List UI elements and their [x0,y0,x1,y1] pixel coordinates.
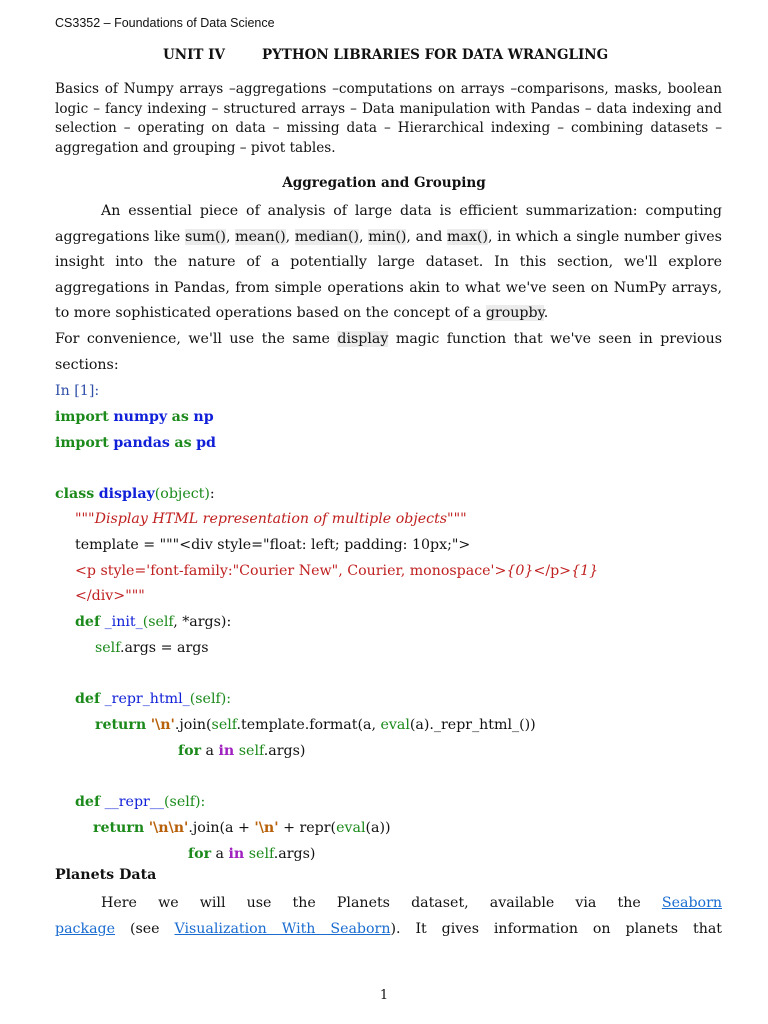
mean-function: mean() [235,228,286,245]
cell-prompt: In [1]: [55,383,100,399]
code-line-class: class display(object): [55,486,215,502]
unit-label: UNIT IV [163,47,225,63]
code-line-for-html: for a in self.args) [178,743,306,759]
unit-name: PYTHON LIBRARIES FOR DATA WRANGLING [262,47,609,63]
code-line-def-init: def _init_(self, *args): [75,614,232,630]
code-line-init-body: self.args = args [95,640,209,656]
page-number: 1 [379,988,389,1003]
code-line-import-numpy: import numpy as np [55,409,214,425]
min-function: min() [368,228,407,245]
section-heading: Aggregation and Grouping [282,175,486,191]
seaborn-link[interactable]: Seaborn [661,895,722,911]
median-function: median() [294,228,360,245]
code-line-docstring: """Display HTML representation of multiple objects""" [75,511,467,527]
visualization-with-seaborn-link[interactable]: Visualization With Seaborn [174,921,391,937]
code-line-def-repr: def __repr__(self): [75,794,206,810]
display-term: display [337,330,389,347]
code-line-import-pandas: import pandas as pd [55,435,216,451]
package-link[interactable]: package [55,921,116,937]
code-line-template: template = """<div style="float: left; padding: 10px;"> [75,537,471,553]
code-line-return-html: return '\n'.join(self.template.format(a, eval(a)._repr_html_()) [95,717,536,733]
code-line-template-p: <p style='font-family:"Courier New", Courier, monospace'>{0}</p>{1} [75,563,599,579]
course-header: CS3352 – Foundations of Data Science [55,16,275,30]
intro-paragraph: An essential piece of analysis of large data is efficient summarization: computing aggregations like sum(), mean(), median(), min(), and max(), in which a single number gives insight into the nature of a potentially large dataset. In this section, we'll explore aggregations in Pandas, from simple operations akin to what we've seen on NumPy arrays, to more sophisticated operations based on the concept of a groupby. [55,203,722,322]
code-line-return-repr: return '\n\n'.join(a + '\n' + repr(eval(a)) [93,820,391,836]
intro-text [55,199,722,378]
code-line-def-repr-html: def _repr_html_(self): [75,691,232,707]
syllabus-paragraph: Basics of Numpy arrays –aggregations –computations on arrays –comparisons, masks, boolean logic – fancy indexing – structured arrays – Data manipulation with Pandas – data indexing and selection – operating on data – missing data – Hierarchical indexing – combining datasets – aggregation and grouping – pivot tables. [55,81,722,156]
planets-paragraph-line2: package (see Visualization With Seaborn). It gives information on planets that [55,921,722,937]
code-line-for-repr: for a in self.args) [188,846,316,862]
code-line-template-end: </div>""" [75,588,145,604]
groupby-term: groupby [485,305,544,322]
max-function: max() [447,228,488,245]
planets-heading: Planets Data [55,867,157,883]
sum-function: sum() [185,228,226,245]
planets-paragraph-line1: Here we will use the Planets dataset, available via the Seaborn [101,895,722,911]
convenience-paragraph: For convenience, we'll use the same display magic function that we've seen in previous sections: [55,330,722,373]
